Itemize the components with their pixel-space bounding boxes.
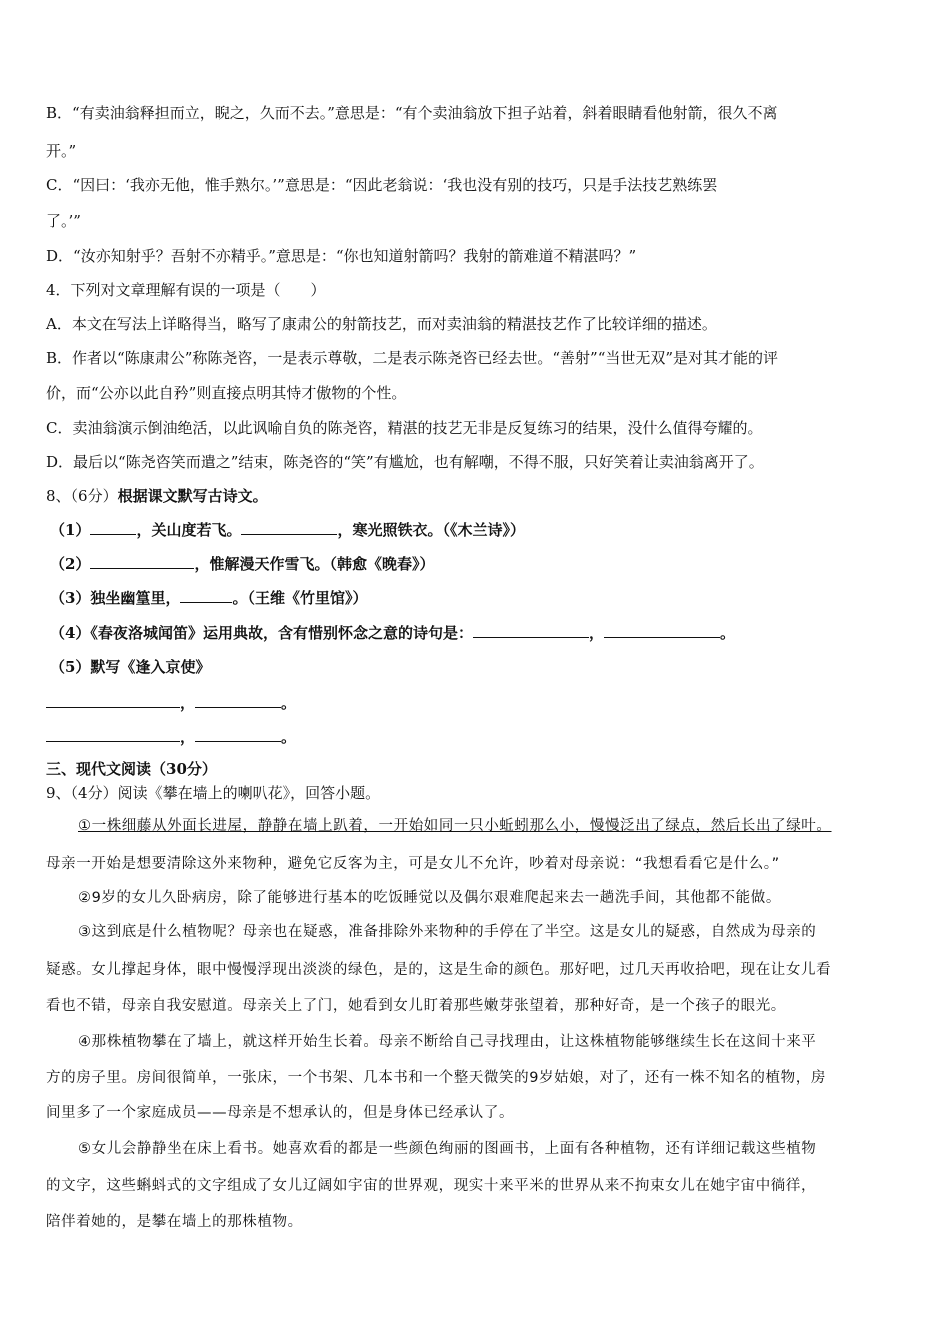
q4-option-b-line1: B．作者以“陈康肃公”称陈尧咨，一是表示尊敬，二是表示陈尧咨已经去世。“善射”“当世无双”是对其才能的评 bbox=[46, 349, 779, 367]
passage-p4-line1: ④那株植物攀在了墙上，就这样开始生长着。母亲不断给自己寻找理由，让这株植物能够继续生长在这间十来平 bbox=[78, 1034, 817, 1050]
q4-stem: 4．下列对文章理解有误的一项是（ ） bbox=[46, 281, 326, 299]
section-title: 三、现代文阅读（30分） bbox=[46, 760, 217, 778]
passage-p1-line2: 母亲一开始是想要清除这外来物种，避免它反客为主，可是女儿不允许，吵着对母亲说：“我想看看它是什么。” bbox=[46, 856, 780, 872]
q8-item-1 bbox=[50, 519, 525, 540]
q8-title: 根据课文默写古诗文。 bbox=[117, 487, 268, 505]
q4-option-a: A．本文在写法上详略得当，略写了康肃公的射箭技艺，而对卖油翁的精湛技艺作了比较详细的描述。 bbox=[46, 315, 717, 333]
q8-item-3 bbox=[50, 587, 367, 608]
q8-item5-answer-line1 bbox=[46, 692, 296, 713]
passage-p5-line3: 陪伴着她的，是攀在墙上的那株植物。 bbox=[46, 1214, 303, 1230]
q8-item3-text1: （3）独坐幽篁里， bbox=[50, 589, 181, 607]
q8-item4-period: 。 bbox=[719, 624, 735, 642]
q9-stem: 9、（4分）阅读《攀在墙上的喇叭花》，回答小题。 bbox=[46, 784, 381, 802]
q8-item2-text: ，惟解漫天作雪飞。（韩愈《晚春》） bbox=[194, 555, 435, 573]
period: 。 bbox=[281, 694, 297, 712]
q4-option-d: D．最后以“陈尧咨笑而遣之”结束，陈尧咨的“笑”有尴尬，也有解嘲，不得不服，只好笑着让卖油翁离开了。 bbox=[46, 453, 764, 471]
answer-blank[interactable] bbox=[90, 520, 136, 535]
q8-number: 8、（6分） bbox=[46, 487, 118, 505]
passage-p5-line1: ⑤女儿会静静坐在床上看书。她喜欢看的都是一些颜色绚丽的图画书，上面有各种植物，还有详细记载这些植物 bbox=[78, 1141, 817, 1157]
answer-blank[interactable] bbox=[180, 588, 232, 603]
answer-blank[interactable] bbox=[46, 727, 180, 742]
passage-p3-line2: 疑惑。女儿撑起身体，眼中慢慢浮现出淡淡的绿色，是的，这是生命的颜色。那好吧，过几天再收拾吧，现在让女儿看 bbox=[46, 962, 832, 978]
q8-item2-label: （2） bbox=[50, 555, 91, 573]
passage-p5-line2: 的文字，这些蝌蚪式的文字组成了女儿辽阔如宇宙的世界观，现实十来平米的世界从来不拘束女儿在她宇宙中徜徉， bbox=[46, 1178, 817, 1194]
q3-option-d: D．“汝亦知射乎？吾射不亦精乎。”意思是：“你也知道射箭吗？我射的箭难道不精湛吗？” bbox=[46, 247, 637, 265]
q8-item5-answer-line2 bbox=[46, 726, 296, 747]
passage-p2: ②9岁的女儿久卧病房，除了能够进行基本的吃饭睡觉以及偶尔艰难爬起来去一趟洗手间，其他都不能做。 bbox=[78, 890, 781, 906]
q3-option-c-line1: C．“因曰：‘我亦无他，惟手熟尔。’”意思是：“因此老翁说：‘我也没有别的技巧，只是手法技艺熟练罢 bbox=[46, 176, 718, 194]
q3-option-b-line2: 开。” bbox=[46, 142, 77, 160]
q8-item-4 bbox=[50, 622, 735, 643]
q4-option-b-line2: 价，而“公亦以此自矜”则直接点明其恃才傲物的个性。 bbox=[46, 384, 407, 402]
answer-blank[interactable] bbox=[46, 693, 180, 708]
q8-item-2 bbox=[50, 553, 434, 574]
answer-blank[interactable] bbox=[241, 520, 337, 535]
q8-item1-text2: ，寒光照铁衣。（《木兰诗》） bbox=[337, 521, 525, 539]
answer-blank[interactable] bbox=[195, 727, 281, 742]
q3-option-c-line2: 了。’” bbox=[46, 212, 81, 230]
comma: ， bbox=[180, 728, 196, 746]
q8-item1-label: （1） bbox=[50, 521, 91, 539]
q8-item4-comma: ， bbox=[588, 624, 604, 642]
comma: ， bbox=[180, 694, 196, 712]
q8-item3-text2: 。（王维《竹里馆》） bbox=[232, 589, 368, 607]
passage-p4-line3: 间里多了一个家庭成员——母亲是不想承认的，但是身体已经承认了。 bbox=[46, 1105, 515, 1121]
answer-blank[interactable] bbox=[604, 623, 720, 638]
q8-heading bbox=[46, 485, 268, 506]
answer-blank[interactable] bbox=[473, 623, 589, 638]
answer-blank[interactable] bbox=[90, 554, 194, 569]
passage-p3-line1: ③这到底是什么植物呢？母亲也在疑惑，准备排除外来物种的手停在了半空。这是女儿的疑惑，自然成为母亲的 bbox=[78, 924, 817, 940]
q8-item1-text1: ，关山度若飞。 bbox=[136, 521, 242, 539]
period: 。 bbox=[281, 728, 297, 746]
q8-item-5: （5）默写《逢入京使》 bbox=[50, 658, 211, 676]
q8-item4-text1: （4）《春夜洛城闻笛》运用典故，含有惜别怀念之意的诗句是： bbox=[50, 624, 473, 642]
q3-option-b-line1: B．“有卖油翁释担而立，睨之，久而不去。”意思是：“有个卖油翁放下担子站着，斜着眼睛看他射箭，很久不离 bbox=[46, 104, 778, 122]
answer-blank[interactable] bbox=[195, 693, 281, 708]
passage-p4-line2: 方的房子里。房间很简单，一张床，一个书架、几本书和一个整天微笑的9岁姑娘，对了，还有一株不知名的植物，房 bbox=[46, 1070, 826, 1086]
passage-p1-line1: ①一株细藤从外面长进屋，静静在墙上趴着，一开始如同一只小蚯蚓那么小，慢慢泛出了绿点，然后长出了绿叶。 bbox=[78, 818, 832, 834]
q4-option-c: C．卖油翁演示倒油绝活，以此讽喻自负的陈尧咨，精湛的技艺无非是反复练习的结果，没什么值得夸耀的。 bbox=[46, 419, 763, 437]
passage-p3-line3: 看也不错，母亲自我安慰道。母亲关上了门，她看到女儿盯着那些嫩芽张望着，那种好奇，是一个孩子的眼光。 bbox=[46, 998, 786, 1014]
